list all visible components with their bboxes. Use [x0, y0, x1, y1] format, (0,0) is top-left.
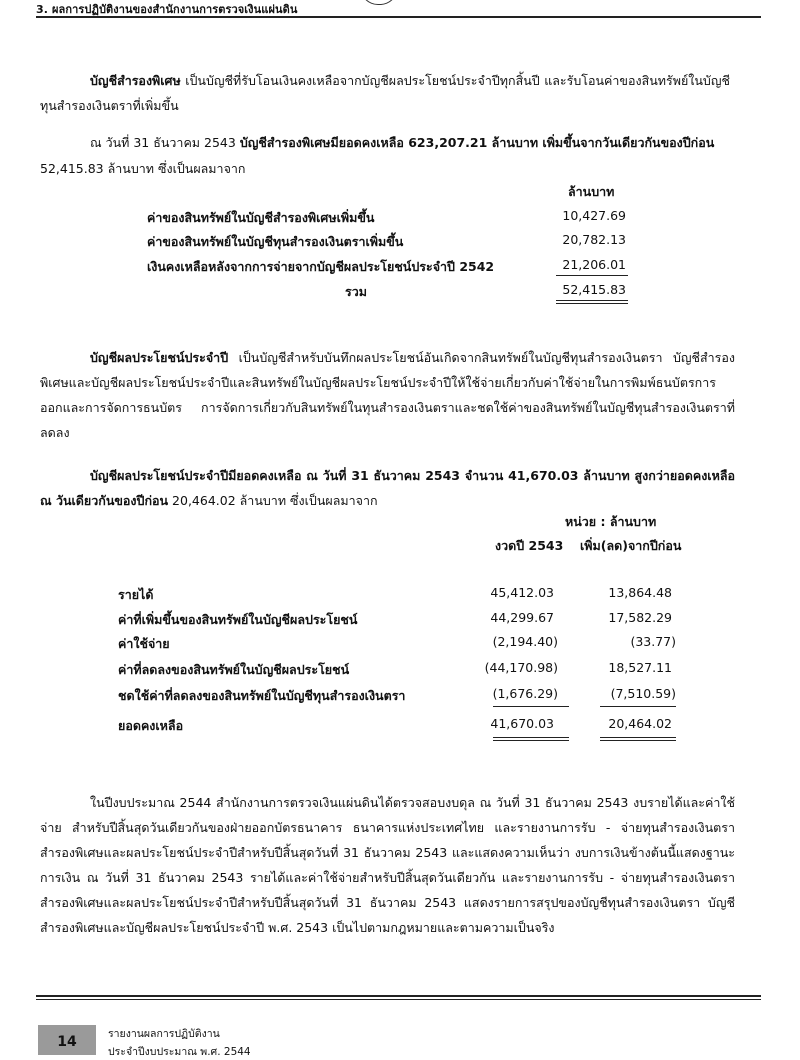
annual-income-intro: [40, 345, 735, 445]
table2-row-change: 18,527.11: [608, 660, 672, 675]
table1-row-label: เงินคงเหลือหลังจากการจ่ายจากบัญชีผลประโยชน์ประจำปี 2542: [147, 259, 495, 274]
table1-row-label: ค่าของสินทรัพย์ในบัญชีสำรองพิเศษเพิ่มขึ้น: [147, 210, 375, 225]
audit-opinion-paragraph: ในปีงบประมาณ 2544 สำนักงานการตรวจเงินแผ่นดินได้ตรวจสอบงบดุล ณ วันที่ 31 ธันวาคม 2543 งบรายได้และค่าใช้จ่าย สำหรับปีสิ้นสุดวันเดียวกันของฝ่ายออกบัตรธนาคาร ธนาคารแห่งประเทศไทย และรายงานการรับ - จ่ายทุนสำรองเงินตรา สำรองพิเศษและผลประโยชน์ประจำปีสำหรับปีสิ้นสุดวันที่ 31 ธันวาคม 2543 และแสดงความเห็นว่า งบการเงินข้างต้นนี้แสดงฐานะการเงิน ณ วันที่ 31 ธันวาคม 2543 รายได้และค่าใช้จ่ายสำหรับปีสิ้นสุดวันเดียวกัน และรายงานการรับ - จ่ายทุนสำรองเงินตราสำรองพิเศษและผลประโยชน์ประจำปีสำหรับปีสิ้นสุดวันที่ 31 ธันวาคม 2543 แสดงรายการสรุปของบัญชีทุนสำรองเงินตรา บัญชีสำรองพิเศษและบัญชีผลประโยชน์ประจำปี พ.ศ. 2543 เป็นไปตามกฎหมายและตามความเป็นจริง: [40, 795, 735, 935]
table2-total-rule-current: [493, 737, 569, 738]
table2-row-current: 44,299.67: [490, 610, 554, 625]
table2-row-label: ค่าใช้จ่าย: [118, 636, 170, 651]
footer-rule: [36, 995, 761, 997]
table2-row-current: (2,194.40): [492, 634, 558, 649]
table2-col-current-year: งวดปี 2543: [495, 538, 564, 553]
special-reserve-description: เป็นบัญชีที่รับโอนเงินคงเหลือจากบัญชีผลประโยชน์ประจำปีทุกสิ้นปี และรับโอนค่าของสินทรัพย์ในบัญชีทุนสำรองเงินตราที่เพิ่มขึ้น: [40, 73, 730, 113]
table1-unit-header: ล้านบาท: [568, 184, 615, 199]
table1-row-value: 10,427.69: [562, 208, 626, 223]
table2-row-label: ชดใช้ค่าที่ลดลงของสินทรัพย์ในบัญชีทุนสำรองเงินตรา: [118, 688, 406, 703]
table1-total-label: รวม: [345, 284, 367, 299]
table2-row-current: 45,412.03: [490, 585, 554, 600]
table2-total-rule-change-double: [600, 740, 676, 741]
header-rule: [36, 16, 761, 18]
table2-row-current: (44,170.98): [484, 660, 558, 675]
table2-subtotal-rule-change: [600, 706, 676, 707]
special-reserve-summary-line2: 52,415.83 ล้านบาท ซึ่งเป็นผลมาจาก: [40, 161, 246, 176]
annual-income-summary: [40, 463, 735, 513]
table2-row-label: รายได้: [118, 587, 154, 602]
annual-income-summary-bold: บัญชีผลประโยชน์ประจำปีมียอดคงเหลือ ณ วันที่ 31 ธันวาคม 2543 จำนวน 41,670.03 ล้านบาท สูงกว่ายอดคงเหลือ ณ วันเดียวกันของปีก่อน: [40, 468, 735, 508]
summary-bold: บัญชีสำรองพิเศษมียอดคงเหลือ 623,207.21 ล้านบาท เพิ่มขึ้นจากวันเดียวกันของปีก่อน: [239, 135, 715, 150]
table1-subtotal-rule: [556, 275, 628, 276]
summary-date: ณ วันที่ 31 ธันวาคม 2543: [90, 135, 240, 150]
table2-total-rule-change: [600, 737, 676, 738]
table1-total-rule-double: [556, 303, 628, 304]
table2-total-label: ยอดคงเหลือ: [118, 718, 184, 733]
table1-total-rule: [556, 300, 628, 301]
table2-total-change: 20,464.02: [608, 716, 672, 731]
special-reserve-intro: [40, 68, 730, 118]
table1-row-value: 21,206.01: [562, 257, 626, 272]
table2-row-change: (7,510.59): [610, 686, 676, 701]
table2-col-change: เพิ่ม(ลด)จากปีก่อน: [580, 538, 682, 553]
table2-row-label: ค่าที่เพิ่มขึ้นของสินทรัพย์ในบัญชีผลประโยชน์: [118, 612, 358, 627]
page-number: 14: [38, 1025, 96, 1055]
annual-income-description: เป็นบัญชีสำหรับบันทึกผลประโยชน์อันเกิดจากสินทรัพย์ในบัญชีทุนสำรองเงินตรา บัญชีสำรองพิเศษและบัญชีผลประโยชน์ประจำปีและสินทรัพย์ในบัญชีผลประโยชน์ประจำปีให้ใช้จ่ายเกี่ยวกับค่าใช้จ่ายในการพิมพ์ธนบัตรการออกและการจัดการธนบัตร การจัดการเกี่ยวกับสินทรัพย์ในทุนสำรองเงินตราและชดใช้ค่าของสินทรัพย์ในบัญชีทุนสำรองเงินตราที่ลดลง: [40, 350, 735, 440]
table2-subtotal-rule-current: [493, 706, 569, 707]
footer-rule-thin: [36, 999, 761, 1000]
table2-row-change: 13,864.48: [608, 585, 672, 600]
table2-row-change: 17,582.29: [608, 610, 672, 625]
annual-income-term: บัญชีผลประโยชน์ประจำปี: [90, 350, 229, 365]
table1-total-value: 52,415.83: [562, 282, 626, 297]
table1-row-value: 20,782.13: [562, 232, 626, 247]
table2-row-change: (33.77): [630, 634, 676, 649]
table2-unit-header: หน่วย : ล้านบาท: [565, 514, 657, 529]
annual-income-summary-tail: 20,464.02 ล้านบาท ซึ่งเป็นผลมาจาก: [168, 493, 378, 508]
footer-fiscal-year: ประจำปีงบประมาณ พ.ศ. 2544: [108, 1046, 251, 1058]
footer-report-title: รายงานผลการปฏิบัติงาน: [108, 1028, 220, 1040]
special-reserve-summary: [40, 130, 740, 155]
emblem-logo: [360, 0, 398, 5]
table2-total-current: 41,670.03: [490, 716, 554, 731]
special-reserve-term: บัญชีสำรองพิเศษ: [90, 73, 181, 88]
table2-row-current: (1,676.29): [492, 686, 558, 701]
page-header-title: 3. ผลการปฏิบัติงานของสำนักงานการตรวจเงินแผ่นดิน: [36, 3, 298, 16]
table2-row-label: ค่าที่ลดลงของสินทรัพย์ในบัญชีผลประโยชน์: [118, 662, 350, 677]
table2-total-rule-current-double: [493, 740, 569, 741]
table1-row-label: ค่าของสินทรัพย์ในบัญชีทุนสำรองเงินตราเพิ่มขึ้น: [147, 234, 404, 249]
